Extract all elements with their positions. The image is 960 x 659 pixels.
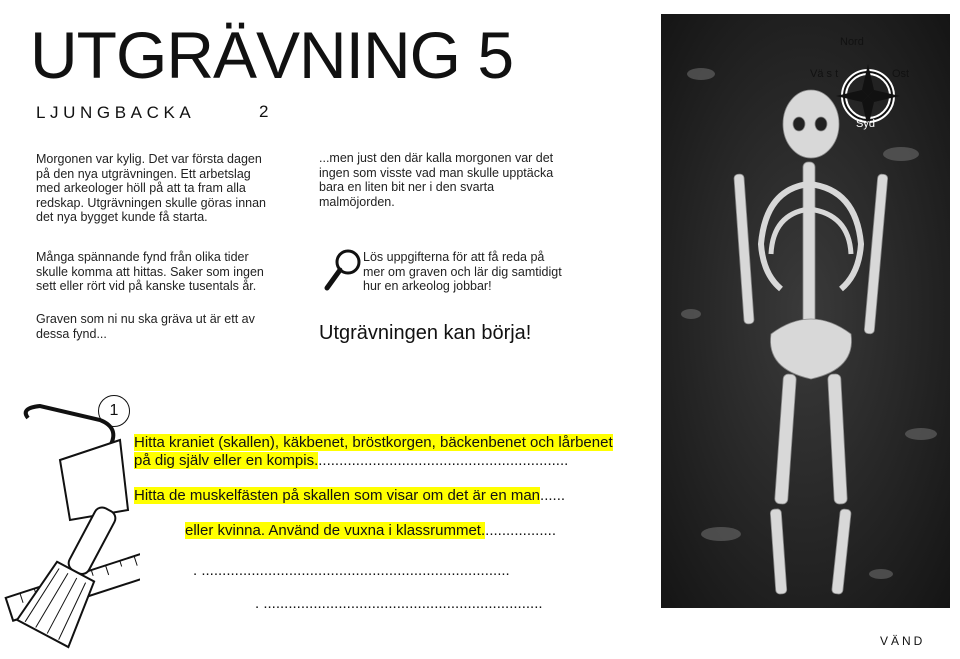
compass-north: Nord (840, 36, 864, 48)
magnifier-icon (322, 246, 364, 299)
task-line-4 (185, 522, 556, 540)
task-line-2 (134, 452, 568, 470)
page-title: UTGRÄVNING 5 (30, 18, 514, 92)
answer-dots[interactable]: ................. (485, 522, 557, 539)
task-line-3-text: Hitta de muskelfästen på skallen som visar om det är en man (134, 487, 541, 504)
answer-dots[interactable]: ...... (540, 487, 566, 504)
intro-paragraph-4: Graven som ni nu ska gräva ut är ett av dessa fynd... (36, 312, 255, 341)
answer-line-2[interactable]: . ................................................................... (255, 595, 543, 612)
instruction-text: Lös uppgifterna för att få reda på mer om graven och lär dig samtidigt hur en arkeolog jobbar! (363, 250, 562, 293)
site-name: LJUNGBACKA (36, 103, 196, 122)
answer-line-1[interactable]: . .......................................................................... (193, 562, 510, 579)
page-number: 2 (259, 102, 269, 121)
task-line-3 (134, 487, 565, 505)
intro-paragraph-2: ...men just den där kalla morgonen var det ingen som visste vad man skulle upptäcka bara en liten bit ner i den svarta malmöjorden. (319, 151, 554, 209)
answer-dots[interactable]: ............................................................ (318, 452, 569, 469)
compass-east: Ost (892, 68, 910, 80)
task-line-1-text: Hitta kraniet (skallen), käkbenet, bröstkorgen, bäckenbenet och lårbenet (134, 434, 613, 451)
task-line-4-text: eller kvinna. Använd de vuxna i klassrummet. (185, 522, 486, 539)
start-heading: Utgrävningen kan börja! (319, 322, 532, 344)
task-line-2-text: på dig själv eller en kompis. (134, 452, 319, 469)
tools-illustration (0, 400, 140, 659)
compass-south: Syd (856, 118, 875, 130)
task-number-badge: 1 (98, 395, 130, 427)
compass-west: Vä s t (810, 68, 839, 80)
intro-paragraph-3: Många spännande fynd från olika tider skulle komma att hittas. Saker som ingen sett eller rört vid på kanske tusentals år. (36, 250, 264, 293)
skeleton-photo (661, 14, 950, 608)
intro-paragraph-1: Morgonen var kylig. Det var första dagen på den nya utgrävningen. Ett arbetslag med arkeologer höll på att ta fram alla redskap. Utgrävningen skulle göras innan det nya bygget kunde få starta. (36, 152, 266, 224)
turn-page-label[interactable]: VÄND (880, 634, 926, 648)
task-line-1 (134, 434, 613, 452)
